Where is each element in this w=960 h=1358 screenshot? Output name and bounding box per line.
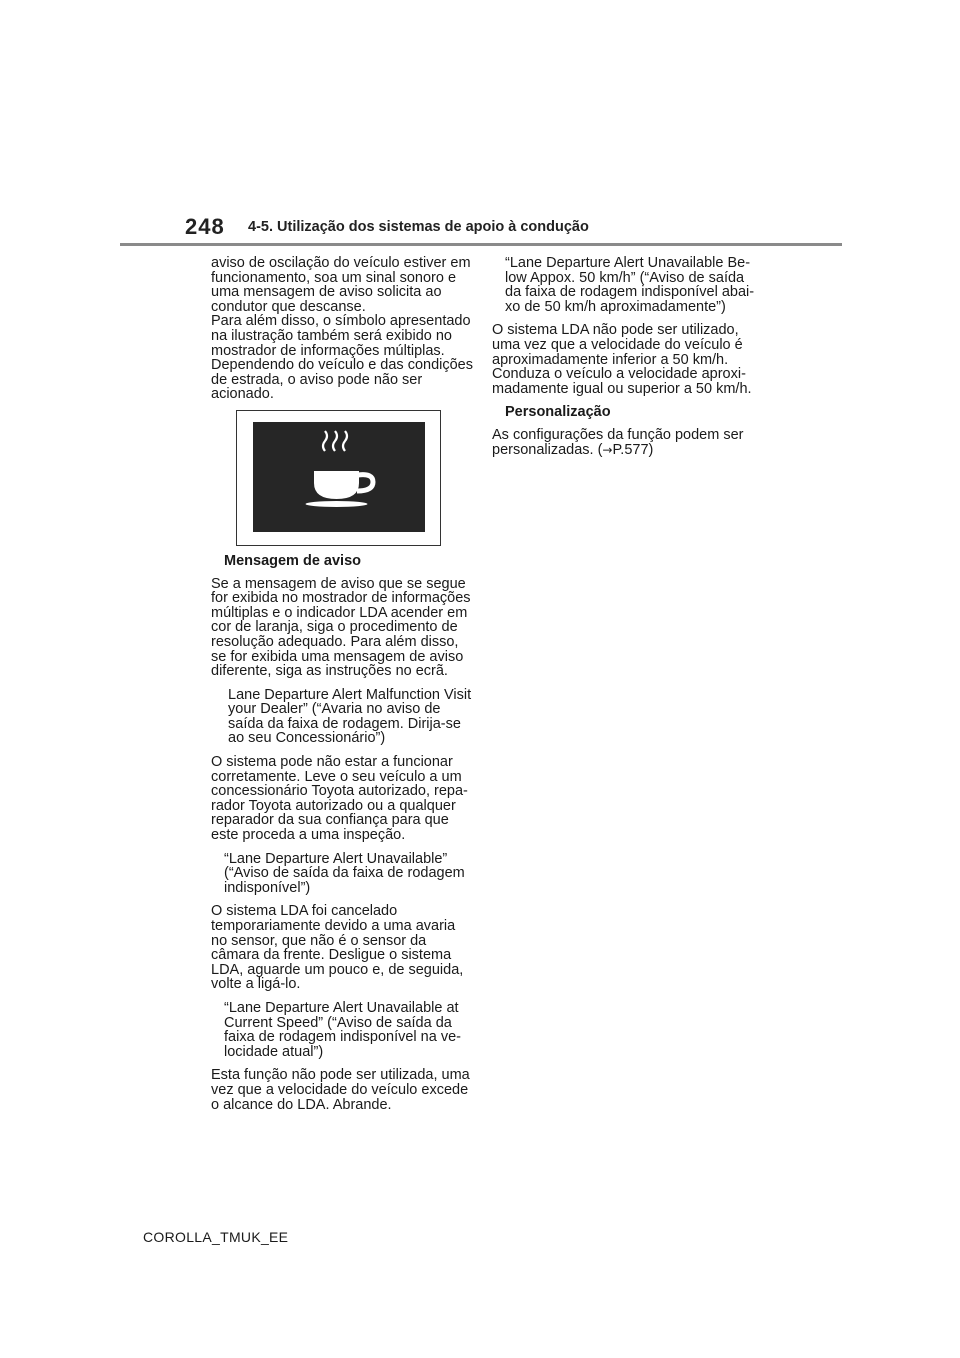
paragraph-intro-text-b: Para além disso, o símbolo apresentado na ilustração também será exibido no mostrador de informações múltiplas. — [211, 313, 471, 359]
paragraph-warning: Se a mensagem de aviso que se segue for exibida no mostrador de informações múltiplas e o indicador LDA acender em cor de laranja, siga o procedimento de resolução adequado. Para além disso, se for exibida uma mensagem de aviso diferente, siga as instruções no ecrã. — [211, 575, 471, 680]
reference-arrow-icon: → — [602, 442, 613, 457]
paragraph-customization — [492, 428, 757, 457]
paragraph-malfunction: O sistema pode não estar a funcionar corretamente. Leve o seu veículo a um concessionário Toyota autorizado, reparador Toyota autorizado ou a qualquer reparador da sua confiança para que este proceda a uma inspeção. — [211, 754, 468, 844]
message-below-speed: “Lane Departure Alert Unavailable Below Appox. 50 km/h” (“Aviso de saída da faixa de rodagem indisponível abaixo de 50 km/h aproximadamente”) — [505, 255, 755, 315]
heading-customization: Personalização — [505, 404, 611, 421]
paragraph-intro — [211, 256, 473, 402]
section-title: 4-5. Utilização dos sistemas de apoio à condução — [248, 219, 589, 235]
paragraph-intro-text-a: aviso de oscilação do veículo estiver em funcionamento, soa um sinal sonoro e uma mensagem de aviso solicita ao condutor que descanse. — [211, 255, 471, 315]
page-number: 248 — [185, 214, 225, 239]
right-column — [492, 256, 757, 466]
customization-text: As configurações da função podem ser personalizadas. ( — [492, 426, 744, 458]
page-reference-link[interactable]: P.577) — [612, 441, 654, 458]
paragraph-unavailable-speed: Esta função não pode ser utilizada, uma vez que a velocidade do veículo excede o alcance do LDA. Abrande. — [211, 1067, 470, 1113]
paragraph-intro-text-c: Dependendo do veículo e das condições de estrada, o aviso pode não ser acionado. — [211, 357, 473, 403]
coffee-cup-icon — [237, 411, 440, 545]
header-rule — [120, 243, 842, 246]
left-column — [211, 256, 473, 1121]
paragraph-unavailable: O sistema LDA foi cancelado temporariamente devido a uma avaria no sensor, que não é o sensor da câmara da frente. Desligue o sistema LDA, aguarde um pouco e, de seguida, volte a ligá-lo. — [211, 903, 464, 993]
message-malfunction: Lane Departure Alert Malfunction Visit your Dealer” (“Avaria no aviso de saída da faixa de rodagem. Dirija-se ao seu Concessionário”) — [228, 686, 472, 747]
message-unavailable-speed: “Lane Departure Alert Unavailable at Current Speed” (“Aviso de saída da faixa de rodagem indisponível na velocidade atual”) — [224, 999, 461, 1060]
coffee-cup-illustration — [236, 410, 441, 546]
message-unavailable: “Lane Departure Alert Unavailable” (“Aviso de saída da faixa de rodagem indisponível”) — [224, 850, 465, 896]
paragraph-below-speed: O sistema LDA não pode ser utilizado, uma vez que a velocidade do veículo é aproximadamente inferior a 50 km/h. Conduza o veículo a velocidade aproximadamente igual ou superior a 50 km/h. — [492, 322, 752, 397]
heading-warning-message: Mensagem de aviso — [224, 552, 361, 569]
document-code: COROLLA_TMUK_EE — [143, 1229, 289, 1245]
